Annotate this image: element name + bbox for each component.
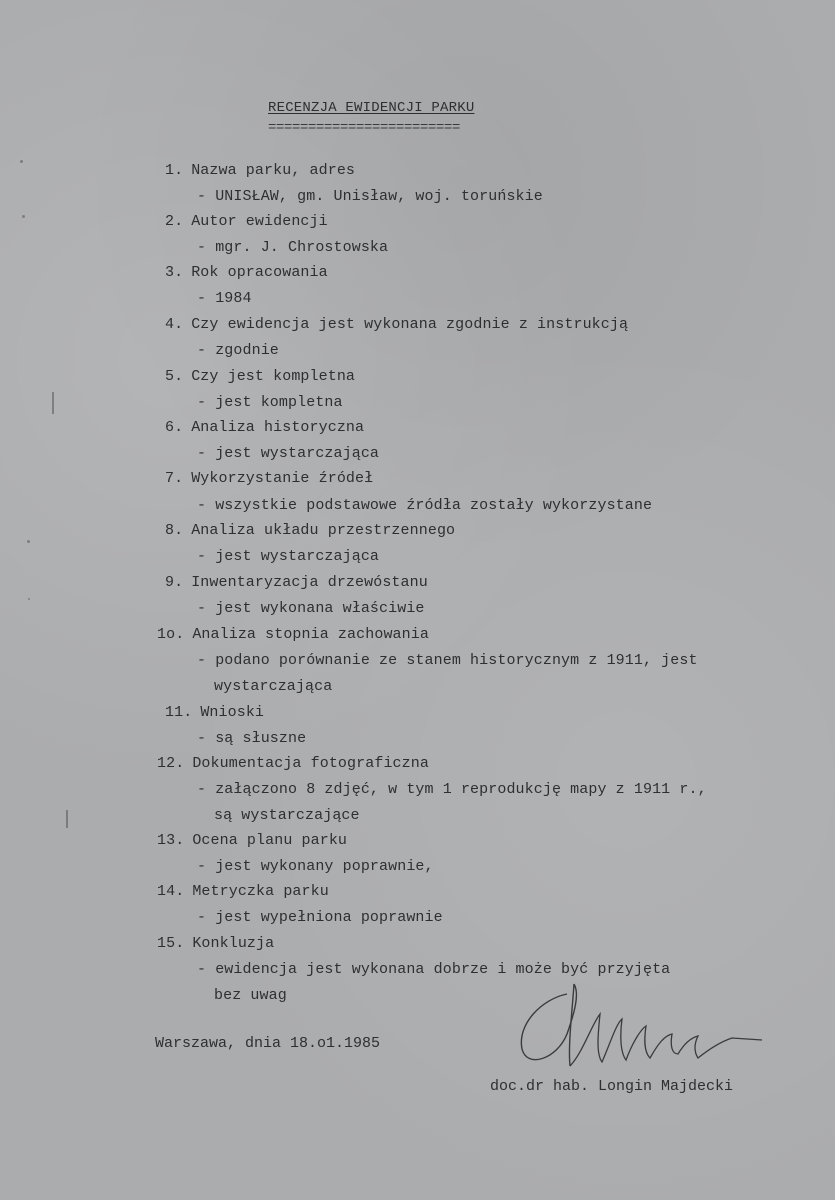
item-number: 12. — [157, 755, 185, 772]
item-9-answer: - jest wykonana właściwie — [197, 600, 425, 617]
item-5-question — [165, 368, 355, 386]
item-question-text: Wnioski — [200, 704, 265, 721]
item-number: 1o. — [157, 626, 185, 643]
item-number: 15. — [157, 935, 185, 952]
margin-mark — [66, 810, 68, 828]
item-question-text: Dokumentacja fotograficzna — [192, 755, 429, 772]
signatory-name: doc.dr hab. Longin Majdecki — [490, 1078, 734, 1095]
item-7-question — [165, 470, 373, 488]
title-underline: ======================== — [268, 120, 461, 136]
item-14-question — [157, 883, 329, 901]
item-1-answer: - UNISŁAW, gm. Unisław, woj. toruńskie — [197, 188, 543, 205]
item-question-text: Wykorzystanie źródeł — [191, 470, 374, 487]
item-question-text: Czy ewidencja jest wykonana zgodnie z instrukcją — [191, 316, 629, 333]
item-number: 11. — [165, 704, 193, 721]
item-question-text: Inwentaryzacja drzewóstanu — [191, 574, 428, 591]
item-number: 3. — [165, 264, 184, 281]
handwritten-signature — [512, 974, 772, 1074]
item-number: 6. — [165, 419, 184, 436]
scan-speck — [22, 215, 25, 218]
item-question-text: Rok opracowania — [191, 264, 328, 281]
scan-speck — [28, 598, 30, 600]
item-question-text: Autor ewidencji — [191, 213, 328, 230]
item-3-question — [165, 264, 328, 282]
item-number: 5. — [165, 368, 184, 385]
item-question-text: Czy jest kompletna — [191, 368, 356, 385]
item-5-answer: - jest kompletna — [197, 394, 343, 411]
scan-speck — [20, 160, 23, 163]
item-question-text: Analiza historyczna — [191, 419, 365, 436]
document-title: RECENZJA EWIDENCJI PARKU — [268, 100, 475, 116]
item-number: 1. — [165, 162, 184, 179]
item-1-question — [165, 162, 355, 180]
item-10-answer-line-1: - podano porównanie ze stanem historycznym z 1911, jest — [197, 652, 698, 669]
item-number: 2. — [165, 213, 184, 230]
item-13-answer: - jest wykonany poprawnie, — [197, 858, 434, 875]
item-10-question — [157, 626, 429, 644]
item-3-answer: - 1984 — [197, 290, 252, 307]
item-number: 13. — [157, 832, 185, 849]
item-7-answer: - wszystkie podstawowe źródła zostały wykorzystane — [197, 497, 653, 514]
item-question-text: Metryczka parku — [192, 883, 329, 900]
margin-mark — [52, 392, 54, 414]
item-number: 4. — [165, 316, 184, 333]
scan-speck — [27, 540, 30, 543]
item-12-answer-line-1: - załączono 8 zdjęć, w tym 1 reprodukcję mapy z 1911 r., — [197, 781, 707, 798]
item-question-text: Ocena planu parku — [192, 832, 348, 849]
place-and-date: Warszawa, dnia 18.o1.1985 — [155, 1035, 381, 1052]
item-2-answer: - mgr. J. Chrostowska — [197, 239, 389, 256]
item-4-answer: - zgodnie — [197, 342, 279, 359]
item-11-answer: - są słuszne — [197, 730, 307, 747]
item-8-answer: - jest wystarczająca — [197, 548, 380, 565]
item-question-text: Nazwa parku, adres — [191, 162, 356, 179]
item-11-question — [165, 704, 264, 722]
item-8-question — [165, 522, 455, 540]
item-13-question — [157, 832, 347, 850]
item-14-answer: - jest wypełniona poprawnie — [197, 909, 443, 926]
item-number: 8. — [165, 522, 184, 539]
item-4-question — [165, 316, 628, 334]
item-9-question — [165, 574, 428, 592]
item-question-text: Konkluzja — [192, 935, 275, 952]
item-question-text: Analiza stopnia zachowania — [192, 626, 429, 643]
item-number: 9. — [165, 574, 184, 591]
item-number: 14. — [157, 883, 185, 900]
item-6-question — [165, 419, 364, 437]
item-10-answer-line-2: wystarczająca — [214, 678, 333, 695]
item-number: 7. — [165, 470, 184, 487]
item-2-question — [165, 213, 328, 231]
item-12-question — [157, 755, 429, 773]
item-15-answer-line-1: - ewidencja jest wykonana dobrze i może być przyjęta — [197, 961, 671, 978]
item-6-answer: - jest wystarczająca — [197, 445, 380, 462]
item-12-answer-line-2: są wystarczające — [214, 807, 360, 824]
item-15-answer-line-2: bez uwag — [214, 987, 287, 1004]
item-question-text: Analiza układu przestrzennego — [191, 522, 456, 539]
item-15-question — [157, 935, 274, 953]
